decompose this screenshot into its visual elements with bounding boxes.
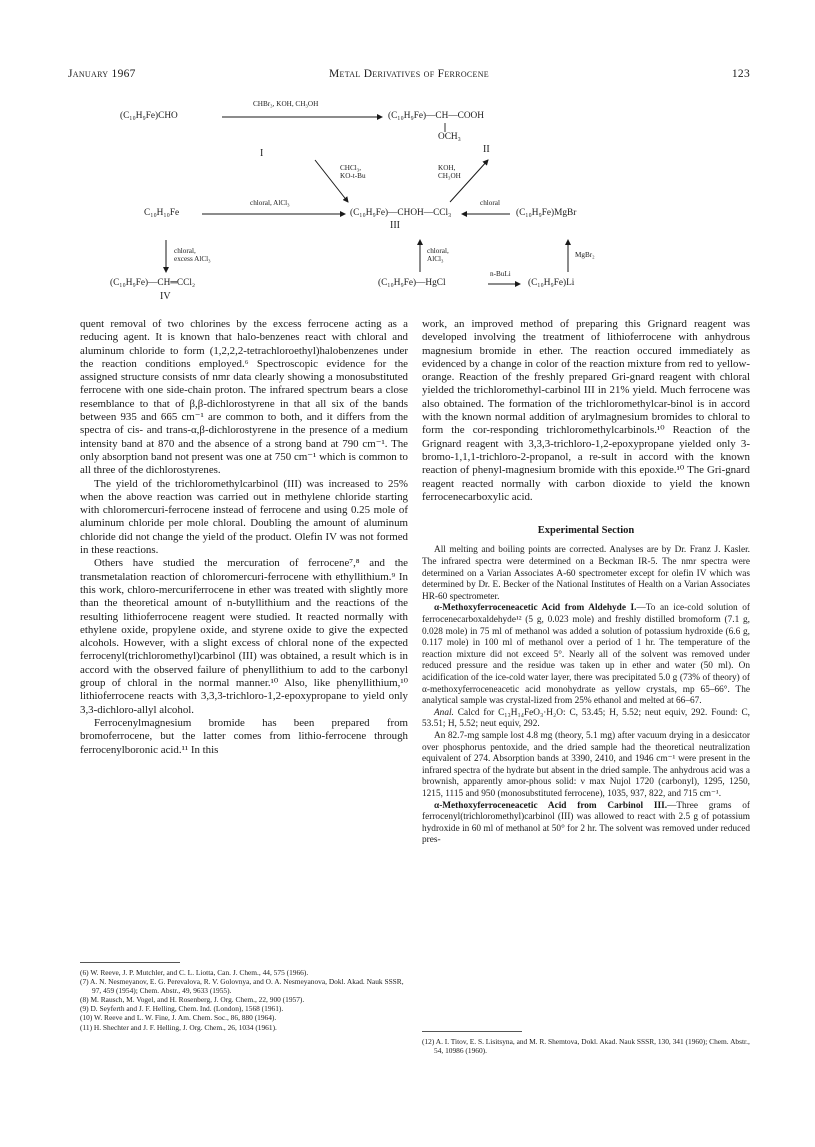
footnote-6: (6) W. Reeve, J. P. Mutchler, and C. L. Liotta, Can. J. Chem., 44, 575 (1966). xyxy=(80,968,309,977)
footnote-8: (8) M. Rausch, M. Vogel, and H. Rosenberg, J. Org. Chem., 22, 900 (1957). xyxy=(80,995,305,1005)
footnotes-left xyxy=(80,962,408,1032)
reagent-up1-b: AlCl₃ xyxy=(427,255,444,263)
right-column xyxy=(422,318,750,847)
left-paragraph-1: quent removal of two chlorines by the excess ferrocene acting as a reducing agent. It is known that halo-benzenes react with chloral and aluminum chloride to form (1,2,2,2-tetrachloroethyl)halobenzenes under the reaction conditions employed.⁶ Spectroscopic evidence for the assigned structure consists of nmr data clearly showing a monosubstituted ferrocene with one side-chain proton. The infrared spectrum bears a close resemblance to that of β,β-dichlorostyrene in that all six of the bands between 935 and 665 cm⁻¹ are common to both, and it differs from the spectra of cis- and trans-α,β-dichlorostyrene in the presence of a medium intensity band at 870 and the absence of a strong band at 790 cm⁻¹. The only absorption band not present was one at 750 cm⁻¹ which is common to all three of the dichlorostyrenes. xyxy=(80,318,408,477)
reagent-mid-right: chloral xyxy=(480,199,500,207)
left-column xyxy=(80,318,408,757)
reagent-mid-left: chloral, AlCl₃ xyxy=(250,199,290,207)
reagent-up1-a: chloral, xyxy=(427,247,449,255)
ferrocene-formula: C₁₀H₁₀Fe xyxy=(144,208,180,218)
left-paragraph-4: Ferrocenylmagnesium bromide has been prepared from bromoferrocene, but the latter comes from lithio-ferrocene through ferrocenylboronic acid.¹¹ In this xyxy=(80,716,408,756)
left-paragraph-3: Others have studied the mercuration of ferrocene⁷,⁸ and the transmetalation reaction of chloromercuri-ferrocene with ethyllithium.⁹ In this work, chloro-mercuriferrocene in ether was treated with slightly more than the theoretical amount of n-butyllithium and the reactions of the resulting lithioferrocene reagent were studied. It reacted normally with ethylene oxide, propylene oxide, and styrene oxide to give the expected alcohols. However, with a slight excess of chloral none of the expected ferrocenyl(trichloromethyl)carbinol (III) was obtained, a result which is in accord with the observed failure of phenyllithium to add to the carbonyl group of chloral in the normal manner.¹⁰ Also, like phenyllithium,¹⁰ lithioferrocene reacts with 3,3,3-trichloro-1,2-epoxypropane to yield only 3,3-dichloro-allyl alcohol. xyxy=(80,557,408,716)
analysis-label: Anal. xyxy=(434,707,454,718)
reagent-down-b: excess AlCl₃ xyxy=(174,255,211,263)
reagent-bottom: n-BuLi xyxy=(490,270,511,278)
methoxy-group: OCH₃ xyxy=(438,132,461,142)
grignard-formula: (C₁₀H₉Fe)MgBr xyxy=(516,208,577,218)
left-paragraph-2: The yield of the trichloromethylcarbinol (III) was increased to 25% when the above reaction was carried out in methylene chloride starting with chloromercuri-ferrocene instead of ferrocene and using 0.25 mole of aluminum chloride per mole chloral. Doubling the amount of aluminum chloride did not change the yield of the product. Olefin IV was not formed in these reactions. xyxy=(80,477,408,557)
reagent-down-a: chloral, xyxy=(174,247,196,255)
right-paragraph-1: work, an improved method of preparing this Grignard reagent was developed involving the treatment of lithioferrocene with anhydrous magnesium bromide in ether. The reaction occured immediately as evidenced by a change in color of the reaction mixture from red to yellow-orange. Reaction of the freshly prepared Gri-gnard reagent with chloral yielded the trichloromethyl-carbinol III in 21% yield. Much ferrocene was also obtained. The formation of the trichloromethylcar-binol is in accord with the known normal addition of arylmagnesium bromides to chloral to form the cor-responding trichloromethylcarbinols.¹⁰ Reaction of the Grignard reagent with 3,3,3-trichloro-1,2-epoxypropane yielded only 3-bromo-1,1,1-trichloro-2-propanol, a re-sult in accord with the known reaction of phenyl-magnesium bromide with this epoxide.¹⁰ The Gri-gnard reagent reacted normally with carbon dioxide to yield the known ferrocenecarboxylic acid. xyxy=(422,318,750,503)
reagent-diag2-a: KOH, xyxy=(438,164,456,172)
analysis-paragraph xyxy=(422,708,750,731)
footnote-11: (11) H. Shechter and J. F. Helling, J. Org. Chem., 26, 1034 (1961). xyxy=(80,1022,277,1032)
reagent-diag1-b: KO-t-Bu xyxy=(340,172,366,180)
reaction-scheme xyxy=(110,92,670,304)
procedure-1-title: α-Methoxyferroceneacetic Acid from Aldehyde I. xyxy=(434,603,637,614)
footnote-rule xyxy=(80,962,180,963)
label-II: II xyxy=(483,144,490,155)
compound-III-formula: (C₁₀H₉Fe)—CHOH—CCl₃ xyxy=(350,208,452,218)
footnote-12: (12) A. I. Titov, E. S. Lisitsyna, and M. R. Shemtova, Dokl. Akad. Nauk SSSR, 130, 341 (1960); Chem. Abstr., 54, 10986 (1960). xyxy=(422,1037,750,1056)
footnote-9: (9) D. Seyferth and J. F. Helling, Chem. Ind. (London), 1568 (1961). xyxy=(80,1004,284,1014)
arrow-III-to-II xyxy=(450,160,488,202)
section-heading: Experimental Section xyxy=(537,525,635,537)
experimental-general: All melting and boiling points are corrected. Analyses are by Dr. Franz J. Kasler. The infrared spectra were determined on a Beckman IR-5. The nmr spectra were determined on a Varian Associates A-60 spectrometer except for olefin IV which was determined by Dr. E. Becker of the National Institutes of Health on a Varian Associates HR-60 spectrometer. xyxy=(422,545,750,602)
page-number: 123 xyxy=(731,68,750,80)
compound-I-formula: (C₁₀H₉Fe)CHO xyxy=(120,111,178,121)
procedure-2-title: α-Methoxyferroceneacetic Acid from Carbinol III. xyxy=(434,800,668,811)
reagent-diag2-b: CH₃OH xyxy=(438,172,461,180)
reagent-top: CHBr₃, KOH, CH₃OH xyxy=(253,100,319,108)
footnotes-right xyxy=(422,1031,750,1055)
running-header xyxy=(68,68,750,84)
footnote-rule-right xyxy=(422,1031,522,1032)
procedure-1-body: —To an ice-cold solution of ferrocenecarboxaldehyde¹² (5 g, 0.023 mole) and freshly distilled bromoform (7.1 g, 0.028 mole) in 75 ml of methanol was added a solution of potassium hydroxide (6.6 g, 0.117 mole) in 100 ml of methanol over a period of 1 hr. The temperature of the reaction mixture did not exceed 5°. Nearly all of the solvent was removed under reduced pressure and the residue was taken up in ether and water (50 ml). On acidification of the ice-cold water layer, there was precipitated 5.0 g (73% of theory) of α-methoxyferroceneacetic acid monohydrate as yellow crystals, mp 65–66°. The analytical sample was crystal-lized from 25% ethanol and melted at 66–67. xyxy=(422,603,750,707)
compound-II-formula: (C₁₀H₉Fe)—CH—COOH xyxy=(388,111,484,121)
running-title: Metal Derivatives of Ferrocene xyxy=(329,68,489,80)
experimental-procedure-2 xyxy=(422,801,750,847)
experimental-procedure-1 xyxy=(422,603,750,707)
scheme-arrows xyxy=(150,92,670,304)
label-III: III xyxy=(390,220,400,231)
journal-date: January 1967 xyxy=(68,68,136,80)
footnote-7: (7) A. N. Nesmeyanov, E. G. Perevalova, R. V. Golovnya, and O. A. Nesmeyanova, Dokl. Akad. Nauk SSSR, 97, 459 (1954); Chem. Abstr., 49, 9633 (1955). xyxy=(80,977,404,996)
label-I: I xyxy=(260,148,264,159)
lithio-formula: (C₁₀H₉Fe)Li xyxy=(528,278,575,288)
reagent-up2: MgBr₂ xyxy=(575,251,595,259)
label-IV: IV xyxy=(160,291,171,302)
compound-IV-formula: (C₁₀H₉Fe)—CH═CCl₂ xyxy=(110,278,196,288)
experimental-drying: An 82.7-mg sample lost 4.8 mg (theory, 5.1 mg) after vacuum drying in a desiccator over phosphorus pentoxide, and the dried sample had the theoretical neutralization equivalent of 274. Absorption bands at 3390, 2410, and 1946 cm⁻¹ were present in the infrared spectra of the hydrate but absent in the dried sample. The anhydrous acid was a brownish, apparently amor-phous solid: ν max Nujol 1720 (carbonyl), 1295, 1250, 1215, 1115 and 950 (monosubstituted ferrocene), 1035, 937, 822, and 715 cm⁻¹. xyxy=(422,730,750,799)
footnote-10: (10) W. Reeve and L. W. Fine, J. Am. Chem. Soc., 86, 880 (1964). xyxy=(80,1013,277,1023)
reagent-diag1-a: CHCl₃, xyxy=(340,164,362,172)
analysis-body: Calcd for C₁₃H₁₄FeO₃·H₂O: C, 53.45; H, 5.52; neut equiv, 292. Found: C, 53.51; H, 5.52; neut equiv, 292. xyxy=(422,707,750,730)
chloromercuri-formula: (C₁₀H₉Fe)—HgCl xyxy=(378,278,446,288)
procedure-2-body: —Three grams of ferrocenyl(trichloromethyl)carbinol (III) was allowed to react with 2.5 g of potassium hydroxide in 60 ml of methanol at 50° for 2 hr. The solvent was removed under reduced pres- xyxy=(422,800,750,846)
experimental-text xyxy=(422,545,750,846)
